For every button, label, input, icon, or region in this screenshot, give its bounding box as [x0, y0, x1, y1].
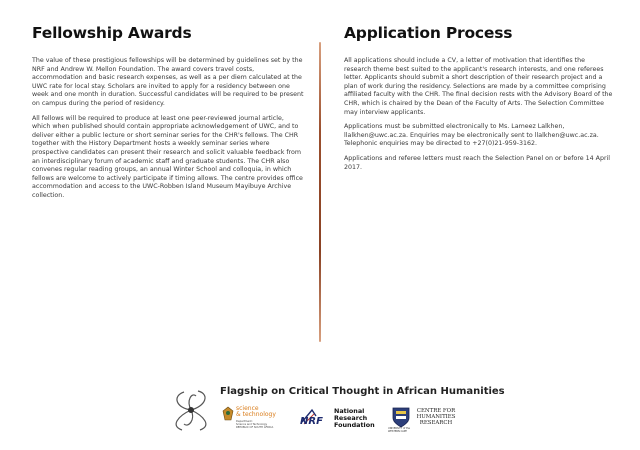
application-paragraph-2: Applications must be submitted electronically to Ms. Lameez Lalkhen, llalkhen@uwc.ac.za. Enquiries may be electronically sent to llalkhen@uwc.ac.za. Telephonic enquiries may be directed to +27(0)21-959-3162.	[344, 123, 599, 148]
science-technology-logo	[222, 406, 290, 436]
chr-logo-text: CENTRE FOR HUMANITIES RESEARCH	[416, 408, 456, 426]
fellowship-paragraph-2: All fellows will be required to produce at least one peer-reviewed journal article, which when published should contain appropriate acknowledgement of UWC, and to deliver either a public lecture or short seminar series for the CHR's fellows. The CHR together with the History Department hosts a weekly seminar series where prospective candidates can present their research and solicit valuable feedback from an interdisciplinary forum of academic staff and graduate students. The CHR also convenes regular reading groups, an annual Winter School and colloquia, in which fellows are welcome to actively participate if timing allows. The centre provides office accommodation and access to the UWC-Robben Island Museum Mayibuye Archive collection.	[32, 114, 303, 199]
column-divider	[319, 42, 321, 342]
application-paragraph-3: Applications and referee letters must reach the Selection Panel on or before 14 April 2017.	[344, 154, 611, 171]
footer	[160, 382, 505, 442]
application-title: Application Process	[344, 24, 513, 42]
fellowship-section	[32, 24, 304, 207]
fellowship-paragraph-1: The value of these prestigious fellowships will be determined by guidelines set by the NRF and Andrew W. Mellon Foundation. The award covers travel costs, accommodation and basic research expenses, as well as a per diem calculated at the UWC rate for local stay. Scholars are invited to apply for a residency between one week and one month in duration. Successful candidates will be required to be present on campus during the period of residency.	[32, 57, 304, 107]
application-section	[344, 24, 614, 178]
uwc-crest-icon	[390, 406, 412, 428]
chr-logo	[416, 408, 480, 436]
south-africa-coat-of-arms-icon	[222, 406, 234, 422]
fellowship-title: Fellowship Awards	[32, 24, 192, 42]
swirl-logo-icon	[166, 388, 216, 432]
flagship-tagline: Flagship on Critical Thought in African Humanities	[220, 386, 505, 397]
uwc-logo-text: UNIVERSITY of the WESTERN CAPE	[388, 427, 410, 433]
science-logo-text: science & technology	[236, 405, 276, 419]
nrf-wordmark: NRF	[300, 416, 323, 427]
uwc-logo	[390, 406, 412, 436]
nrf-name: National Research Foundation	[334, 407, 375, 430]
application-paragraph-1: All applications should include a CV, a letter of motivation that identifies the research theme best suited to the applicant's research interests, and one referees letter. Applicants should submit a short description of their research project and a plan of work during the residency. Selections are made by a committee comprising affiliated faculty with the CHR. The final decision rests with the Advisory Board of the CHR, which is chaired by the Dean of the Faculty of Arts. The Selection Committee may interview applicants.	[344, 57, 613, 116]
science-logo-subtext: Department: Science and Technology REPUBLIC OF SOUTH AFRICA	[236, 420, 274, 429]
nrf-logo	[300, 408, 384, 436]
